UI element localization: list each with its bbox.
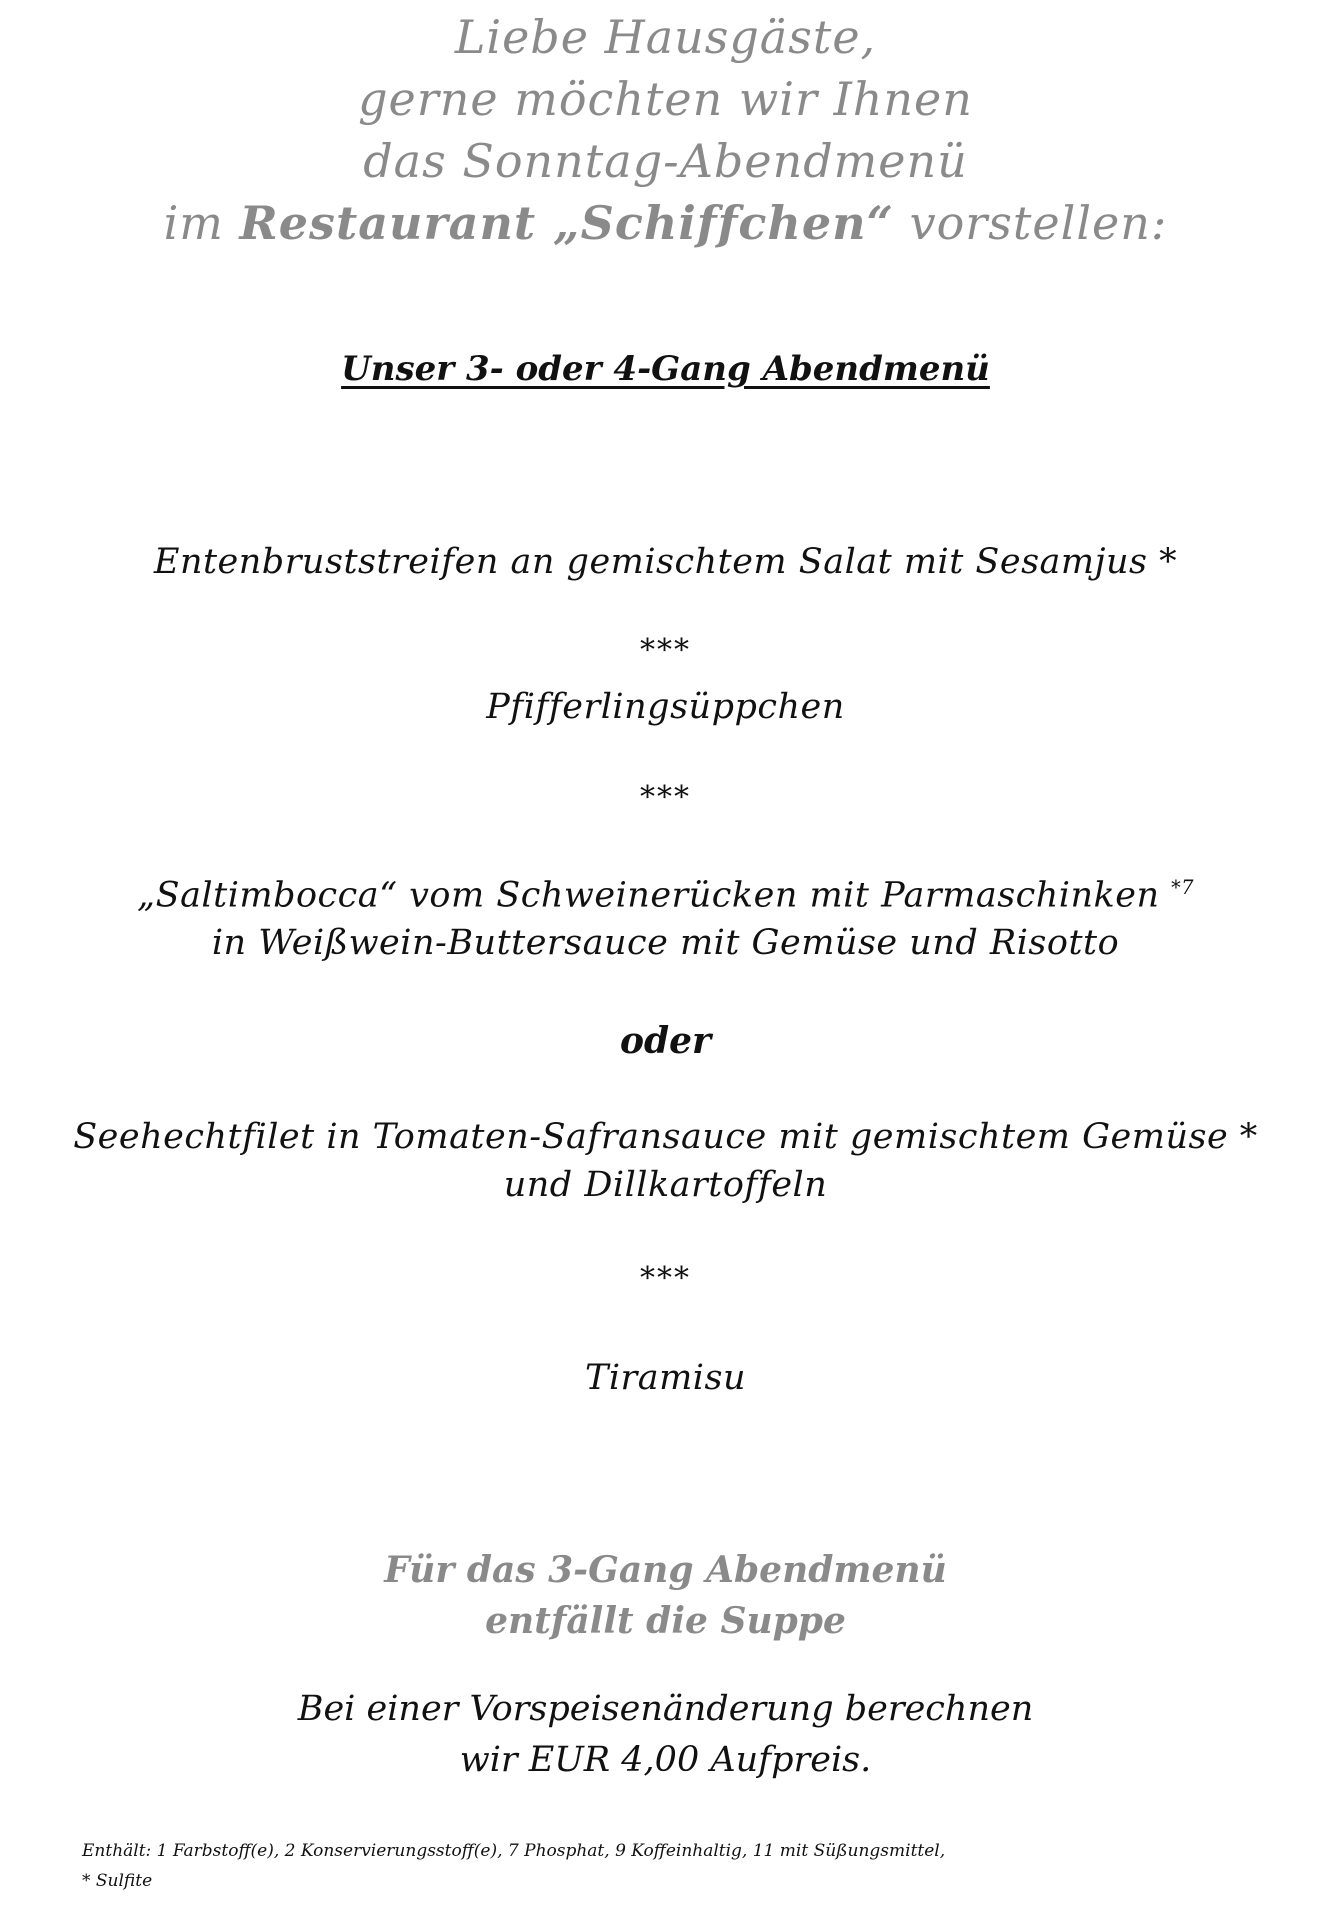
soup-dish: Pfifferlingsüppchen (486, 687, 845, 727)
or-divider: oder (619, 1020, 712, 1062)
course-separator-1: *** (640, 633, 691, 668)
three-course-note-line-2: entfällt die Suppe (485, 1600, 846, 1642)
allergen-footnote-line-2: * Sulfite (82, 1871, 153, 1891)
main-course-1-name: „Saltimbocca“ vom Schweinerücken mit Parmaschinken (136, 875, 1160, 916)
main-course-1-line-1 (0, 875, 1331, 916)
greeting-line-2: gerne möchten wir Ihnen (358, 72, 973, 126)
greeting-line-1: Liebe Hausgäste, (454, 10, 877, 64)
greeting-line-4-prefix: im (163, 196, 240, 250)
main-course-1-line-2: in Weißwein-Buttersauce mit Gemüse und Risotto (211, 923, 1120, 963)
starter-dish: Entenbruststreifen an gemischtem Salat mit Sesamjus * (153, 542, 1178, 582)
main-course-2-line-1: Seehechtfilet in Tomaten-Safransauce mit gemischtem Gemüse * (73, 1117, 1258, 1157)
course-separator-2: *** (640, 780, 691, 815)
greeting-line-4-suffix: vorstellen: (894, 196, 1168, 250)
allergen-footnote-line-1: Enthält: 1 Farbstoff(e), 2 Konservierungsstoff(e), 7 Phosphat, 9 Koffeinhaltig, 11 mit Süßungsmittel, (82, 1841, 946, 1861)
three-course-note-line-1: Für das 3-Gang Abendmenü (384, 1549, 947, 1591)
course-separator-3: *** (640, 1261, 691, 1296)
surcharge-note-line-1: Bei einer Vorspeisenänderung berechnen (297, 1689, 1034, 1729)
menu-heading: Unser 3- oder 4-Gang Abendmenü (341, 349, 990, 389)
greeting-line-3: das Sonntag-Abendmenü (363, 134, 968, 188)
dessert-dish: Tiramisu (584, 1358, 747, 1398)
restaurant-name: Restaurant „Schiffchen“ (239, 196, 894, 250)
main-course-1-additive-marker: *7 (1171, 876, 1195, 899)
main-course-2-line-2: und Dillkartoffeln (503, 1165, 828, 1205)
greeting-line-4 (0, 196, 1331, 250)
surcharge-note-line-2: wir EUR 4,00 Aufpreis. (459, 1740, 872, 1780)
